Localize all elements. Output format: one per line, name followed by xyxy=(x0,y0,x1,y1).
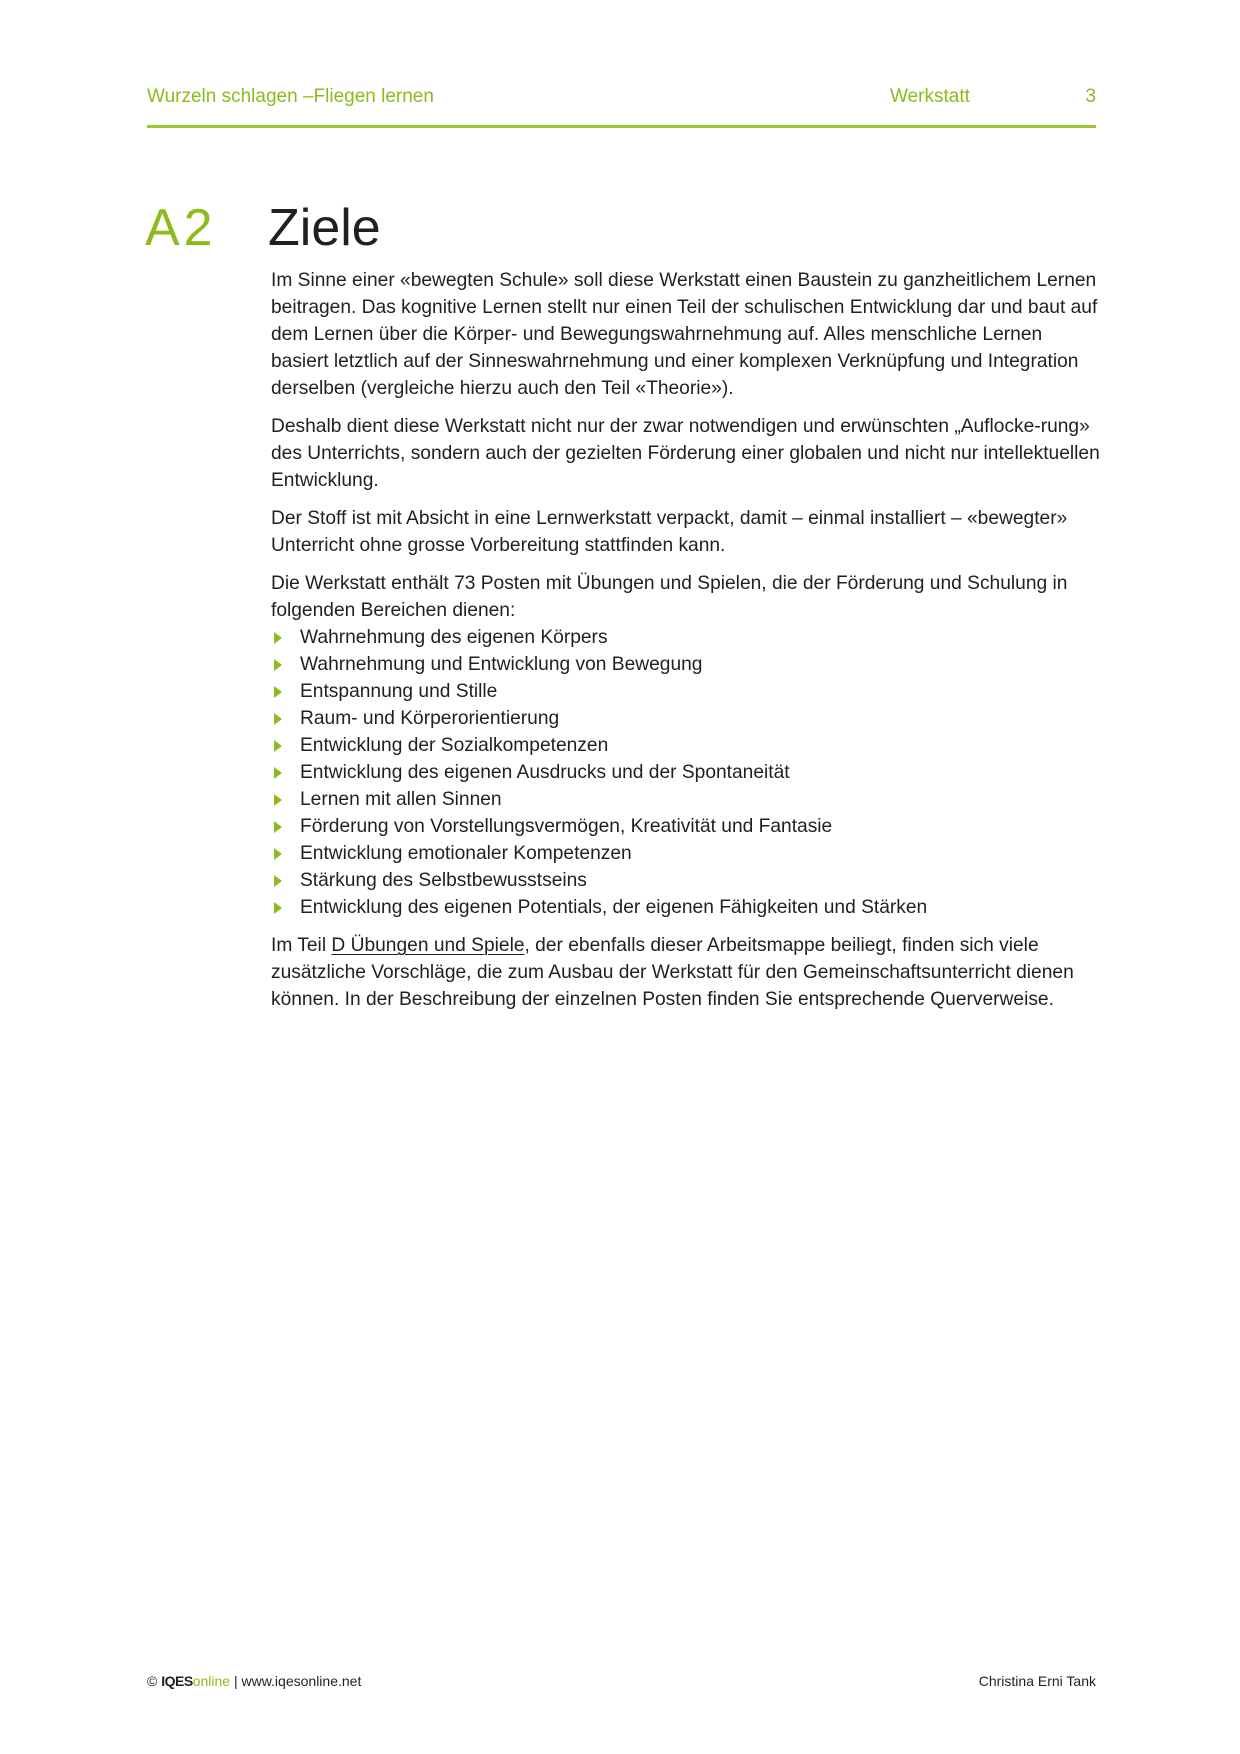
list-item xyxy=(271,867,1101,894)
body-content xyxy=(271,267,1101,1024)
chapter-title: Ziele xyxy=(268,199,381,257)
header-title: Wurzeln schlagen –Fliegen lernen xyxy=(147,86,434,107)
paragraph: Die Werkstatt enthält 73 Posten mit Übungen und Spielen, die der Förderung und Schulung in folgenden Bereichen dienen: xyxy=(271,573,1068,621)
page-number: 3 xyxy=(1085,86,1096,107)
footer-author: Christina Erni Tank xyxy=(978,1673,1096,1689)
triangle-bullet-icon xyxy=(274,848,282,860)
list-item xyxy=(271,840,1101,867)
paragraph: Der Stoff ist mit Absicht in eine Lernwerkstatt verpackt, damit – einmal installiert – «bewegter» Unterricht ohne grosse Vorbereitung stattfinden kann. xyxy=(271,508,1068,556)
list-item xyxy=(271,759,1101,786)
chapter-number: A2 xyxy=(145,199,217,257)
goals-list xyxy=(271,624,1101,921)
triangle-bullet-icon xyxy=(274,794,282,806)
list-item xyxy=(271,678,1101,705)
footer-separator: | xyxy=(230,1673,242,1689)
list-item-text: Lernen mit allen Sinnen xyxy=(300,789,502,810)
list-item xyxy=(271,624,1101,651)
list-item-text: Entwicklung der Sozialkompetenzen xyxy=(300,735,609,756)
list-item-text: Stärkung des Selbstbewusstseins xyxy=(300,870,587,891)
list-item-text: Wahrnehmung und Entwicklung von Bewegung xyxy=(300,654,703,675)
closing-suffix: , der ebenfalls dieser Arbeitsmappe beiliegt, finden sich viele zusätzliche Vorschläge, die zum Ausbau der Werkstatt für den Gemeinschaftsunterricht dienen können. In der Beschreibung der einzelnen Posten finden Sie entsprechende Querverweise. xyxy=(271,935,1074,1010)
list-item xyxy=(271,732,1101,759)
paragraph: Im Sinne einer «bewegten Schule» soll diese Werkstatt einen Baustein zu ganzheitlichem Lernen beitragen. Das kognitive Lernen stellt nur einen Teil der schulischen Entwicklung dar und baut auf dem Lernen über die Körper- und Bewegungswahrnehmung auf. Alles menschliche Lernen basiert letztlich auf der Sinneswahrnehmung und einer komplexen Verknüpfung und Integration derselben (vergleiche hierzu auch den Teil «Theorie»). xyxy=(271,270,1098,399)
closing-prefix: Im Teil xyxy=(271,935,332,956)
triangle-bullet-icon xyxy=(274,821,282,833)
footer-left xyxy=(147,1673,361,1689)
list-item xyxy=(271,651,1101,678)
copyright-symbol: © xyxy=(147,1673,162,1689)
list-item xyxy=(271,705,1101,732)
triangle-bullet-icon xyxy=(274,902,282,914)
list-item xyxy=(271,813,1101,840)
uebungen-spiele-link[interactable]: D Übungen und Spiele xyxy=(331,935,525,956)
list-item xyxy=(271,894,1101,921)
online-logo-text: online xyxy=(192,1673,231,1689)
list-item xyxy=(271,786,1101,813)
triangle-bullet-icon xyxy=(274,686,282,698)
closing-paragraph xyxy=(271,932,1101,1013)
paragraph: Deshalb dient diese Werkstatt nicht nur der zwar notwendigen und erwünschten „Auflocke-rung» des Unterrichts, sondern auch der gezielten Förderung einer globalen und nicht nur intellektuellen Entwicklung. xyxy=(271,416,1100,491)
triangle-bullet-icon xyxy=(274,767,282,779)
footer-url[interactable]: www.iqesonline.net xyxy=(241,1673,362,1689)
iqes-logo-text: IQES xyxy=(161,1673,193,1689)
triangle-bullet-icon xyxy=(274,875,282,887)
list-item-text: Entwicklung emotionaler Kompetenzen xyxy=(300,843,632,864)
list-item-text: Raum- und Körperorientierung xyxy=(300,708,560,729)
list-item-text: Entwicklung des eigenen Potentials, der eigenen Fähigkeiten und Stärken xyxy=(300,897,928,918)
header-section: Werkstatt xyxy=(890,86,970,107)
list-item-text: Entspannung und Stille xyxy=(300,681,498,702)
triangle-bullet-icon xyxy=(274,632,282,644)
list-item-text: Wahrnehmung des eigenen Körpers xyxy=(300,627,608,648)
triangle-bullet-icon xyxy=(274,713,282,725)
list-item-text: Förderung von Vorstellungsvermögen, Kreativität und Fantasie xyxy=(300,816,833,837)
page-header xyxy=(147,86,1096,110)
triangle-bullet-icon xyxy=(274,740,282,752)
list-item-text: Entwicklung des eigenen Ausdrucks und der Spontaneität xyxy=(300,762,790,783)
header-divider xyxy=(147,125,1096,128)
triangle-bullet-icon xyxy=(274,659,282,671)
